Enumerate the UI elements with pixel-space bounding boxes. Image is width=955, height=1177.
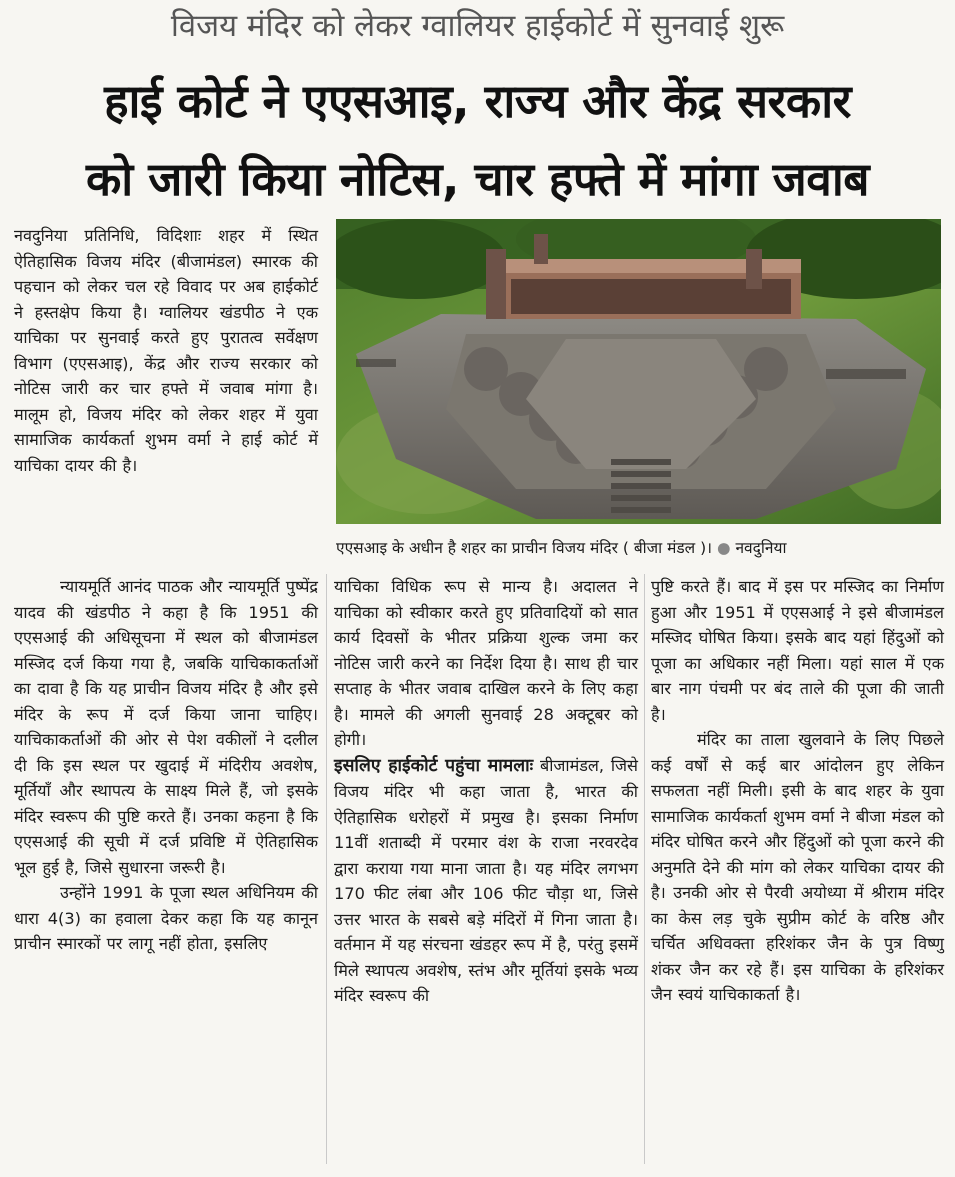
headline-line-1: हाई कोर्ट ने एएसआइ, राज्य और केंद्र सरकार [104, 74, 851, 128]
temple-ruins-illustration [336, 219, 941, 524]
lead-paragraph: नवदुनिया प्रतिनिधि, विदिशाः शहर में स्थित ऐतिहासिक विजय मंदिर (बीजामंडल) स्मारक की पहचान को लेकर चल रहे विवाद पर अब हाईकोर्ट ने हस्तक्षेप किया है। ग्वालियर खंडपीठ ने एक याचिका पर सुनवाई करते हुए पुरातत्व सर्वेक्षण विभाग (एएसआइ), केंद्र और राज्य सरकार को नोटिस जारी कर चार हफ्ते में जवाब मांगा है। मालूम हो, विजय मंदिर को लेकर शहर में युवा सामाजिक कार्यकर्ता शुभम वर्मा ने हाई कोर्ट में याचिका दायर की है। [14, 226, 318, 475]
temple-ruins-photo [336, 219, 941, 524]
col2-paragraph-2: बीजामंडल, जिसे विजय मंदिर भी कहा जाता है, भारत की ऐतिहासिक धरोहरों में प्रमुख है। इसका निर्माण 11वीं शताब्दी में परमार वंश के राजा नरवरदेव द्वारा कराया गया माना जाता है। यह मंदिर लगभग 170 फीट लंबा और 106 फीट चौड़ा था, जिसे उत्तर भारत के सबसे बड़े मंदिरों में गिना जाता है। वर्तमान में यह संरचना खंडहर रूप में है, परंतु इसमें मिले स्थापत्य अवशेष, स्तंभ और मूर्तियां इसके भव्य मंदिर स्वरूप की [334, 755, 638, 1005]
credit-dot-icon: ● [716, 539, 731, 557]
photo-caption [336, 534, 941, 562]
article-column-3 [651, 574, 944, 1008]
col1-paragraph-2: उन्होंने 1991 के पूजा स्थल अधिनियम की धारा 4(3) का हवाला देकर कहा कि यह कानून प्राचीन स्मारकों पर लागू नहीं होता, इसलिए [14, 883, 318, 953]
article-column-1 [14, 574, 318, 957]
col2-body [334, 753, 638, 1009]
kicker-headline: विजय मंदिर को लेकर ग्वालियर हाईकोर्ट में सुनवाई शुरू [170, 8, 785, 44]
article-column-2 [334, 574, 638, 1009]
col2-paragraph-1: याचिका विधिक रूप से मान्य है। अदालत ने याचिका को स्वीकार करते हुए प्रतिवादियों को सात कार्य दिवसों के भीतर प्रक्रिया शुल्क जमा कर नोटिस जारी करने का निर्देश दिया है। साथ ही चार सप्ताह के भीतर जवाब दाखिल करने के लिए कहा है। मामले की अगली सुनवाई 28 अक्टूबर को होगी। [334, 577, 638, 749]
col1-paragraph-1: न्यायमूर्ति आनंद पाठक और न्यायमूर्ति पुष्पेंद्र यादव की खंडपीठ ने कहा है कि 1951 की एएसआई की अधिसूचना में स्थल को बीजामंडल मस्जिद दर्ज किया गया है, जबकि याचिकाकर्ताओं का दावा है कि यह प्राचीन विजय मंदिर है और इसे मंदिर के रूप में दर्ज किया जाना चाहिए। याचिकाकर्ताओं की ओर से पेश वकीलों ने दलील दी कि इस स्थल पर खुदाई में मंदिरीय अवशेष, मूर्तियाँ और स्थापत्य के साक्ष्य मिले हैं, जो इसके मंदिर स्वरूप की पुष्टि करते हैं। उनका कहना है कि एएसआई की सूची में दर्ज प्रविष्टि में ऐतिहासिक भूल हुई है, जिसे सुधारना जरूरी है। [14, 577, 318, 877]
caption-text: एएसआइ के अधीन है शहर का प्राचीन विजय मंदिर ( बीजा मंडल )। [336, 539, 713, 557]
photo-credit: नवदुनिया [735, 539, 787, 557]
subheading: इसलिए हाईकोर्ट पहुंचा मामलाः [334, 755, 534, 776]
headline-line-2: को जारी किया नोटिस, चार हफ्ते में मांगा जवाब [85, 152, 870, 206]
main-headline [0, 62, 955, 218]
col3-paragraph-1: पुष्टि करते हैं। बाद में इस पर मस्जिद का निर्माण हुआ और 1951 में एएसआई ने इसे बीजामंडल मस्जिद घोषित किया। इसके बाद यहां हिंदुओं को पूजा का अधिकार नहीं मिला। यहां साल में एक बार नाग पंचमी पर बंद ताले की पूजा की जाती है। [651, 577, 944, 724]
column-divider [326, 574, 327, 1164]
col3-paragraph-2: मंदिर का ताला खुलवाने के लिए पिछले कई वर्षों से कई बार आंदोलन हुए लेकिन सफलता नहीं मिली। इसी के बाद शहर के युवा सामाजिक कार्यकर्ता शुभम वर्मा ने बीजा मंडल को मंदिर घोषित करने और हिंदुओं को पूजा करने की अनुमति देने की मांग को लेकर याचिका दायर की है। उनकी ओर से पैरवी अयोध्या में श्रीराम मंदिर का केस लड़ चुके सुप्रीम कोर्ट के वरिष्ठ और चर्चित अधिवक्ता हरिशंकर जैन के पुत्र विष्णु शंकर जैन कर रहे हैं। इस याचिका के हरिशंकर जैन स्वयं याचिकाकर्ता है। [651, 730, 944, 1004]
column-divider [644, 574, 645, 1164]
